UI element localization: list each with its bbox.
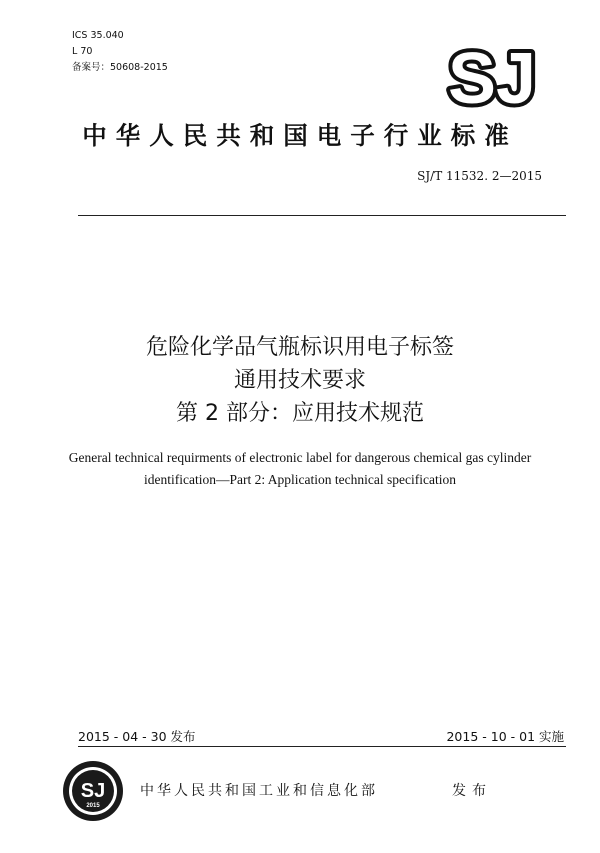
standard-number: SJ/T 11532. 2—2015 [417,169,542,183]
seal-logo-text: SJ [80,780,106,802]
issue-label: 发布 [452,783,492,799]
header-divider [78,215,566,216]
issuing-authority: 中华人民共和国工业和信息化部 [140,783,378,799]
sj-logo [436,41,548,111]
title-cn-line1: 危险化学品气瓶标识用电子标签 [145,335,454,360]
filing-number: 备案号：50608-2015 [72,62,168,73]
seal-year: 2015 [86,803,100,809]
class-code: L 70 [72,46,93,57]
sj-logo-text: SJ [447,41,537,111]
footer-divider [78,746,566,747]
publish-date: 2015 - 04 - 30 发布 [78,729,196,744]
ics-code: ICS 35.040 [72,30,124,41]
title-cn-line3: 第 2 部分：应用技术规范 [176,401,424,426]
ministry-seal-icon [62,760,124,822]
title-en-line1: General technical requirments of electronic label for dangerous chemical gas cylinder [68,450,532,465]
title-en-line2: identification—Part 2: Application technical specification [144,472,456,487]
standard-title: 中华人民共和国电子行业标准 [82,121,518,150]
title-cn-line2: 通用技术要求 [233,368,366,393]
implement-date: 2015 - 10 - 01 实施 [446,729,564,744]
